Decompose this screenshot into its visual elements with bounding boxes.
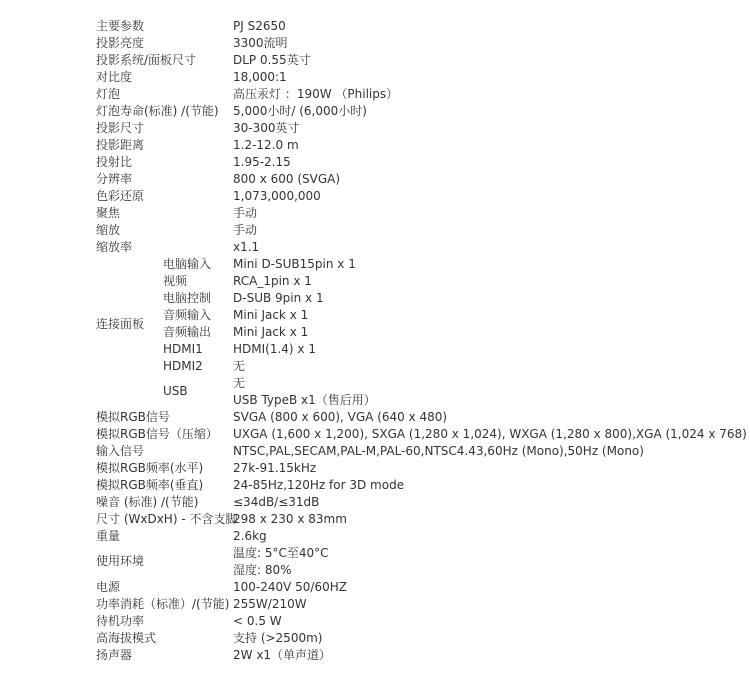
connection-row (96, 256, 736, 273)
spec-row (96, 409, 736, 426)
spec-row (96, 86, 736, 103)
spec-label: 功率消耗（标准）/(节能) (96, 597, 230, 611)
spec-row (96, 426, 747, 443)
spec-row (96, 52, 736, 69)
spec-value: 1.2-12.0 m (233, 138, 299, 152)
spec-value: x1.1 (233, 240, 260, 254)
spec-label: 输入信号 (96, 444, 145, 458)
spec-value: 2W x1（单声道） (233, 648, 332, 662)
spec-row (96, 443, 736, 460)
environment-row (96, 545, 736, 579)
spec-label: 高海拔模式 (96, 631, 157, 645)
spec-label: 聚焦 (96, 206, 121, 220)
connection-row (96, 324, 736, 341)
spec-row (96, 154, 736, 171)
environment-label: 使用环境 (96, 554, 145, 568)
spec-label: 色彩还原 (96, 189, 145, 203)
spec-row (96, 647, 736, 664)
spec-label: 待机功率 (96, 614, 145, 628)
spec-value: SVGA (800 x 600), VGA (640 x 480) (233, 410, 448, 424)
spec-label: 投影距离 (96, 138, 145, 152)
spec-value: 支持 (>2500m) (233, 631, 323, 645)
spec-row (96, 222, 736, 239)
spec-value: PJ S2650 (233, 19, 286, 33)
connection-sub-label: 音频输入 (163, 308, 212, 322)
connection-row (96, 307, 736, 324)
spec-row (96, 511, 736, 528)
connection-value: D-SUB 9pin x 1 (233, 291, 324, 305)
spec-label: 投影亮度 (96, 36, 145, 50)
connection-row-usb (96, 375, 736, 409)
spec-value: 24-85Hz,120Hz for 3D mode (233, 478, 405, 492)
spec-label: 噪音 (标准) /(节能) (96, 495, 199, 509)
spec-value: NTSC,PAL,SECAM,PAL-M,PAL-60,NTSC4.43,60Hz (Mono),50Hz (Mono) (233, 444, 644, 458)
spec-label: 扬声器 (96, 648, 133, 662)
spec-label: 缩放 (96, 223, 121, 237)
spec-label: 灯泡 (96, 87, 121, 101)
spec-value: 高压汞灯 ：190W （Philips） (233, 87, 399, 101)
spec-value: UXGA (1,600 x 1,200), SXGA (1,280 x 1,024), WXGA (1,280 x 800),XGA (1,024 x 768) (233, 427, 747, 441)
spec-value: < 0.5 W (233, 614, 282, 628)
spec-row (96, 18, 736, 35)
connection-value: Mini Jack x 1 (233, 325, 309, 339)
spec-label: 模拟RGB信号 (96, 410, 170, 424)
spec-label: 模拟RGB频率(垂直) (96, 478, 204, 492)
spec-label: 尺寸 (WxDxH) - 不含支脚 (96, 512, 238, 526)
environment-humidity: 湿度: 80% (233, 563, 292, 577)
connection-value: RCA_1pin x 1 (233, 274, 312, 288)
spec-label: 模拟RGB信号（压缩） (96, 427, 218, 441)
connection-value: 无 (233, 359, 246, 373)
spec-value: 27k-91.15kHz (233, 461, 317, 475)
spec-row (96, 120, 736, 137)
connection-row (96, 341, 736, 358)
spec-label: 分辨率 (96, 172, 133, 186)
spec-row (96, 69, 736, 86)
connection-sub-label: HDMI1 (163, 342, 203, 356)
spec-section-basic (96, 18, 736, 256)
spec-label: 投射比 (96, 155, 133, 169)
spec-value: 手动 (233, 206, 258, 220)
spec-row (96, 171, 736, 188)
spec-row (96, 137, 736, 154)
spec-row (96, 35, 736, 52)
spec-value: ≤34dB/≤31dB (233, 495, 320, 509)
spec-row (96, 239, 736, 256)
spec-value: 1.95-2.15 (233, 155, 291, 169)
spec-row (96, 188, 736, 205)
connection-row (96, 358, 736, 375)
spec-value: 手动 (233, 223, 258, 237)
spec-label: 重量 (96, 529, 121, 543)
spec-row (96, 460, 736, 477)
spec-value: 30-300英寸 (233, 121, 300, 135)
connection-panel-group (96, 256, 736, 409)
spec-label: 模拟RGB频率(水平) (96, 461, 204, 475)
spec-value: 800 x 600 (SVGA) (233, 172, 341, 186)
spec-row (96, 579, 736, 596)
connection-value: Mini Jack x 1 (233, 308, 309, 322)
connection-sub-label: 音频输出 (163, 325, 212, 339)
spec-row (96, 103, 736, 120)
spec-row (96, 613, 736, 630)
connection-sub-label: 电脑输入 (163, 257, 212, 271)
environment-temperature: 温度: 5°C至40°C (233, 546, 329, 560)
spec-row (96, 205, 736, 222)
spec-value: 100-240V 50/60HZ (233, 580, 347, 594)
connection-value: USB TypeB x1（售后用） (233, 393, 376, 407)
spec-row (96, 477, 736, 494)
spec-label: 投影尺寸 (96, 121, 145, 135)
connection-row (96, 290, 736, 307)
spec-row (96, 494, 736, 511)
spec-label: 对比度 (96, 70, 133, 84)
spec-value: DLP 0.55英寸 (233, 53, 311, 67)
connection-sub-label: HDMI2 (163, 359, 203, 373)
spec-value: 2.6kg (233, 529, 267, 543)
spec-value: 18,000:1 (233, 70, 287, 84)
spec-row (96, 596, 736, 613)
connection-value: HDMI(1.4) x 1 (233, 342, 316, 356)
spec-row (96, 528, 736, 545)
connection-panel-label: 连接面板 (96, 317, 145, 331)
spec-label: 灯泡寿命(标准) /(节能) (96, 104, 219, 118)
connection-sub-label: 电脑控制 (163, 291, 212, 305)
spec-section-signal (96, 409, 747, 545)
spec-value: 3300流明 (233, 36, 288, 50)
spec-value: 298 x 230 x 83mm (233, 512, 347, 526)
spec-value: 1,073,000,000 (233, 189, 321, 203)
spec-value: 5,000小时/ (6,000小时) (233, 104, 367, 118)
spec-label: 投影系统/面板尺寸 (96, 53, 197, 67)
spec-value: 255W/210W (233, 597, 307, 611)
spec-table (96, 18, 747, 664)
spec-row (96, 630, 736, 647)
spec-label: 电源 (96, 580, 121, 594)
connection-row (96, 273, 736, 290)
connection-value: 无 (233, 376, 246, 390)
spec-label: 主要参数 (96, 19, 145, 33)
spec-label: 缩放率 (96, 240, 133, 254)
connection-sub-label: USB (163, 384, 188, 398)
spec-section-power (96, 579, 736, 664)
connection-value: Mini D-SUB15pin x 1 (233, 257, 356, 271)
connection-sub-label: 视频 (163, 274, 188, 288)
